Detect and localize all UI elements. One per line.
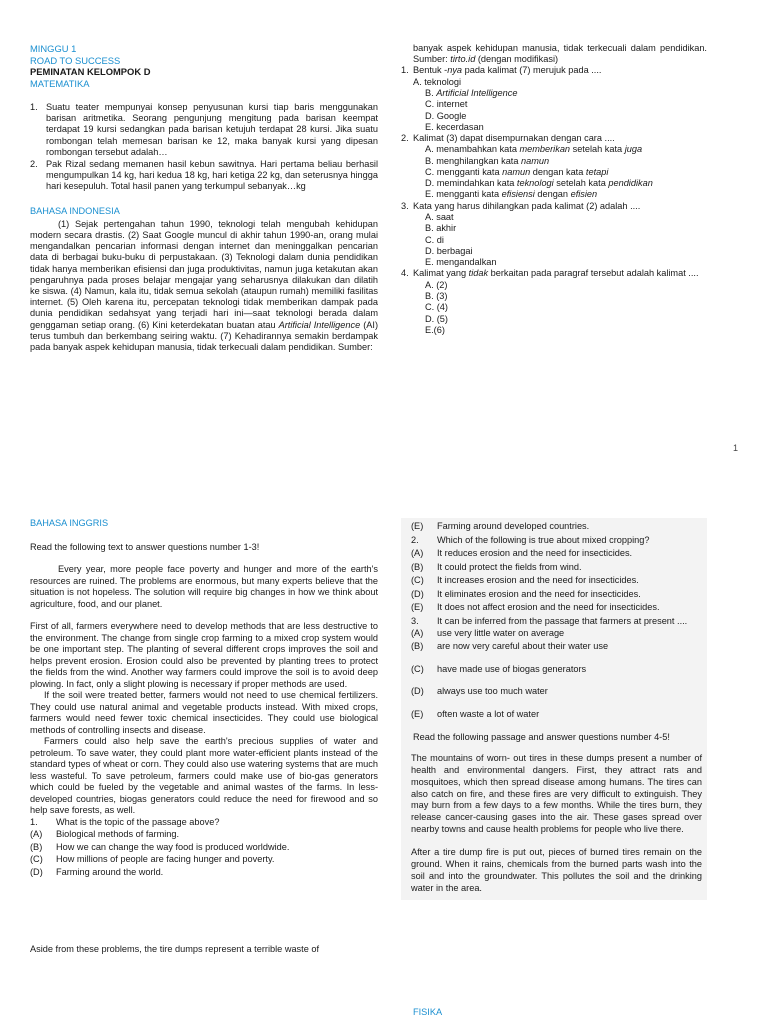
indo-question-4: 4. Kalimat yang tidak berkaitan pada paragraf tersebut adalah kalimat .... [401,268,699,279]
english-question-2: 2. Which of the following is true about mixed cropping? [411,534,650,545]
indo-q4-option-d: D. (5) [425,313,448,324]
indo-question-1: 1. Bentuk -nya pada kalimat (7) merujuk pada .... [401,65,602,76]
indo-q3-option-b: B. akhir [425,223,457,234]
english-instruction-2: Read the following passage and answer questions number 4-5! [413,732,670,742]
indo-q2-option-d: D. memindahkan kata teknologi setelah kata pendidikan [425,178,653,189]
indo-q1-option-d: D. Google [425,110,467,121]
english-q3-option-b: (B) are now very careful about their water use [411,641,609,651]
indo-q2-option-e: E. mengganti kata efisiensi dengan efisien [425,189,598,200]
english-q1-option-a: (A) Biological methods of farming. [30,829,180,839]
left-column [30,43,378,353]
indo-q1-option-c: C. internet [425,99,468,110]
indo-q1-option-b: B. Artificial Intelligence [425,87,518,98]
indo-q4-option-a: A. (2) [425,279,448,290]
program-label: ROAD TO SUCCESS [30,54,121,66]
indo-passage: (1) Sejak pertengahan tahun 1990, teknologi telah mengubah kehidupan modern secara drastis. (2) Saat Google muncul di akhir tahun 1990-an, orang mulai mengandalkan pencarian informasi dengan internet dan meninggalkan pencarian data di berbagai buku-buku di perpustakaan. (3) Teknologi dalam dunia pendidikan tidak hanya memberikan efisiensi dan juga produktivitas, namun juga ketakutan akan pengaruhnya pada proses belajar mengajar yang seharusnya dilakukan dan dilatih ke siswa. (4) Namun, kala itu, tidak semua sekolah (ataupun rumah) memiliki fasilitas internet. (5) Oleh karena itu, percepatan teknologi tidak memberikan dampak pada dunia pendidikan sedahsyat yang terjadi hari ini—saat teknologi berada dalam genggaman setiap orang. (6) Kini keterdekatan buatan atau Artificial Intelligence (AI) terus tumbuh dan berkembang seiring waktu. (7) Kehadirannya semakin berdampak pada banyak aspek kehidupan manusia, tidak terkecuali dalam pendidikan. Sumber: [30,218,378,353]
indo-q3-option-c: C. di [425,234,444,245]
english-section-title: BAHASA INGGRIS [30,518,109,528]
english-q2-option-a: (A) It reduces erosion and the need for insecticides. [411,548,633,558]
math-questions [30,102,378,193]
indo-passage-continued: banyak aspek kehidupan manusia, tidak terkecuali dalam pendidikan. Sumber: tirto.id (dengan modifikasi) [413,43,707,65]
math-question-2: 2. Pak Rizal sedang memanen hasil kebun sawitnya. Hari pertama beliau berhasil mengumpulkan 14 kg, hari kedua 18 kg, hari ketiga 22 kg, dan seterusnya hingga hari kesepuluh. Total hasil panen yang terkumpul sebanyak…kg [30,159,378,192]
indo-q3-option-d: D. berbagai [425,245,473,256]
english-q3-option-e: (E) often waste a lot of water [411,708,540,719]
english-q3-option-d: (D) always use too much water [411,686,548,696]
indo-q1-option-a: A. teknologi [413,76,462,87]
english-q2-option-e: (E) It does not affect erosion and the need for insecticides. [411,602,660,612]
english-paragraph-2: First of all, farmers everywhere need to develop methods that are less destructive to the environment. The change from single crop farming to a mixed crop system would be one important step. The planting of several different crops improves the soil and helps prevent erosion. Erosion could also be prevented by planting trees to protect the fields from the wind. Another way farmers could improve the soil is to avoid deep plowing. In fact, only a slight plowing is necessary if proper methods are used. [30,621,378,689]
group-label: PEMINATAN KELOMPOK D [30,66,151,77]
page-1 [0,0,768,470]
english-instruction-1: Read the following text to answer questions number 1-3! [30,541,260,552]
english-q3-option-a: (A) use very little water on average [411,627,565,638]
english-q1-option-e: (E) Farming around developed countries. [411,521,590,531]
english-q2-option-c: (C) It increases erosion and the need for insecticides. [411,575,639,585]
page-header [30,43,378,89]
english-q1-option-d: (D) Farming around the world. [30,866,164,877]
indo-section-title: BAHASA INDONESIA [30,205,120,216]
math-section-title: MATEMATIKA [30,77,90,89]
page-2 [0,505,768,1024]
right-column [401,43,707,336]
indo-q3-option-a: A. saat [425,211,454,222]
english-paragraph-1: Every year, more people face poverty and hunger and more of the earth's resources are ruined. The problems are enormous, but many experts believe that the situation is not hopeless. The solution will require big changes in how we think about agriculture, food, and our planet. [30,564,378,609]
indo-q1-option-e: E. kecerdasan [425,121,484,132]
indo-q4-option-e: E.(6) [425,324,445,335]
week-label: MINGGU 1 [30,43,77,54]
english-q1-option-b: (B) How we can change the way food is produced worldwide. [30,841,290,852]
english-q3-option-c: (C) have made use of biogas generators [411,663,587,674]
english-paragraph-6: After a tire dump fire is put out, pieces of burned tires remain on the ground. When it rains, chemicals from the burned parts wash into the soil and into the groundwater. This pollutes the soil and the drinking water in the area. [411,846,702,893]
english-question-3: 3. It can be inferred from the passage that farmers at present .... [411,615,688,626]
indo-q4-option-c: C. (4) [425,302,448,313]
indo-q2-option-c: C. mengganti kata namun dengan kata tetapi [425,166,609,177]
english-q2-option-b: (B) It could protect the fields from wind. [411,561,582,572]
english-question-1: 1. What is the topic of the passage above? [30,816,220,827]
english-paragraph-7: Aside from these problems, the tire dumps represent a terrible waste of [30,944,320,954]
english-right-column [401,518,707,900]
indo-q4-option-b: B. (3) [425,290,448,301]
english-paragraph-3: If the soil were treated better, farmers would not need to use chemical fertilizers. They could use natural animal and vegetable products instead. With mixed crops, farmers would need fewer toxic chemical insecticides. They could use biological methods of controlling insects and disease. [30,690,378,735]
fisika-section-title: FISIKA [413,1007,443,1017]
english-paragraph-4: Farmers could also help save the earth's precious supplies of water and petroleum. To save water, they could plant more water-efficient plants instead of the standard types of wheat or corn. They could also use watering systems that are much less wasteful. To save petroleum, farmers could make use of bio-gas generators which could be fueled by the vegetable and animal wastes of the farms. In less-developed countries, biogas generators could reduce the need for firewood and so help save forests, as well. [30,736,378,815]
indo-q2-option-a: A. menambahkan kata memberikan setelah kata juga [425,144,643,155]
page-number: 1 [733,443,739,453]
english-q2-option-d: (D) It eliminates erosion and the need for insecticides. [411,588,641,599]
indo-q2-option-b: B. menghilangkan kata namun [425,155,550,166]
math-question-1: 1. Suatu teater mempunyai konsep penyusunan kursi tiap baris menggunakan barisan aritmetika. Seorang pengunjung mengitung pada barisan keempat terdapat 19 kursi sedangkan pada barisan ketujuh terdapat 28 kursi. Jika suatu rombongan telah memesan barisan ke 12, maka banyak kursi yang dipesan rombongan tersebut adalah… [30,102,378,157]
indo-question-2: 2. Kalimat (3) dapat disempurnakan dengan cara .... [401,133,615,144]
english-paragraph-5: The mountains of worn- out tires in these dumps present a number of health and environmental dangers. First, they attract rats and mosquitoes, which then spread disease among humans. The tires can also catch on fire, and these fires are very difficult to extinguish. They may burn from a few days to a few months. While the tires burn, they release cancer-causing gases into the air. These gases spread over nearby towns and cause health problems for people who live there. [411,753,702,834]
indo-question-3: 3. Kata yang harus dihilangkan pada kalimat (2) adalah .... [401,200,641,211]
passage-ending: banyak aspek kehidupan manusia, tidak terkecuali dalam pendidikan. Sumber: [413,43,707,65]
english-left-column [30,518,378,956]
indo-q3-option-e: E. mengandalkan [425,257,497,268]
english-q1-option-c: (C) How millions of people are facing hunger and poverty. [30,854,275,864]
